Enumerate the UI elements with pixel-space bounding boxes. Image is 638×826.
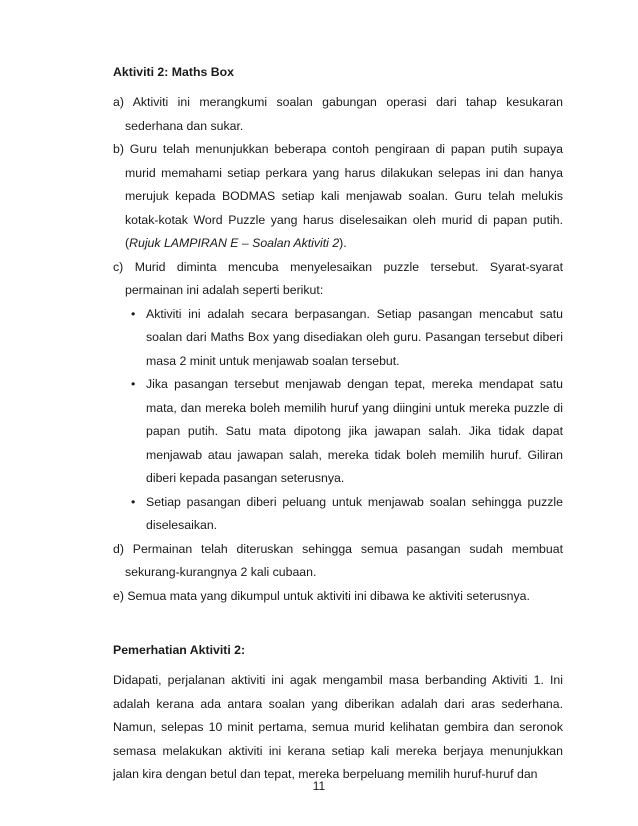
item-a: a) Aktiviti ini merangkumi soalan gabungan operasi dari tahap kesukaran sederhana dan sukar. bbox=[113, 95, 563, 133]
rule-item: • Aktiviti ini adalah secara berpasangan. Setiap pasangan mencabut satu soalan dari Maths Box yang disediakan oleh guru. Pasangan tersebut diberi masa 2 minit untuk menjawab soalan tersebut. bbox=[131, 303, 563, 374]
observation-heading: Pemerhatian Aktiviti 2: bbox=[113, 643, 246, 657]
rule-item: • Jika pasangan tersebut menjawab dengan tepat, mereka mendapat satu mata, dan mereka boleh memilih huruf yang diingini untuk mereka puzzle di papan putih. Satu mata dipotong jika jawapan salah. Jika tidak dapat menjawab atau jawapan salah, mereka tidak boleh memilih huruf. Giliran diberi kepada pasangan seterusnya. bbox=[131, 373, 563, 491]
item-b-end: ). bbox=[339, 236, 347, 250]
rule-item: • Setiap pasangan diberi peluang untuk menjawab soalan sehingga puzzle diselesaikan. bbox=[131, 491, 563, 538]
observation-body: Didapati, perjalanan aktiviti ini agak mengambil masa berbanding Aktiviti 1. Ini adalah kerana ada antara soalan yang diberikan adalah dari aras sederhana. Namun, selepas 10 minit pertama, semua murid kelihatan gembira dan seronok semasa melakukan aktiviti ini kerana setiap kali mereka berjaya menunjukkan jalan kira dengan betul dan tepat, mereka berpeluang memilih huruf-huruf dan bbox=[113, 673, 563, 781]
item-b-reference: Rujuk LAMPIRAN E – Soalan Aktiviti 2 bbox=[129, 236, 340, 250]
item-b-text: b) Guru telah menunjukkan beberapa contoh pengiraan di papan putih supaya murid memahami setiap perkara yang harus dilakukan selepas ini dan hanya merujuk kepada BODMAS setiap kali menjawab soalan. Guru telah melukis kotak-kotak Word Puzzle yang harus diselesaikan oleh murid di papan putih. ( bbox=[113, 142, 563, 250]
rules-list bbox=[113, 303, 563, 538]
item-d: d) Permainan telah diteruskan sehingga semua pasangan sudah membuat sekurang-kurangnya 2 kali cubaan. bbox=[113, 541, 563, 579]
item-c: c) Murid diminta mencuba menyelesaikan puzzle tersebut. Syarat-syarat permainan ini adalah seperti berikut: bbox=[113, 259, 563, 297]
section-gap bbox=[113, 608, 563, 640]
activity-heading: Aktiviti 2: Maths Box bbox=[113, 65, 234, 79]
document-page bbox=[113, 62, 563, 787]
item-e: e) Semua mata yang dikumpul untuk aktiviti ini dibawa ke aktiviti seterusnya. bbox=[113, 588, 530, 603]
page-number: 11 bbox=[312, 779, 326, 793]
item-b bbox=[113, 138, 563, 256]
